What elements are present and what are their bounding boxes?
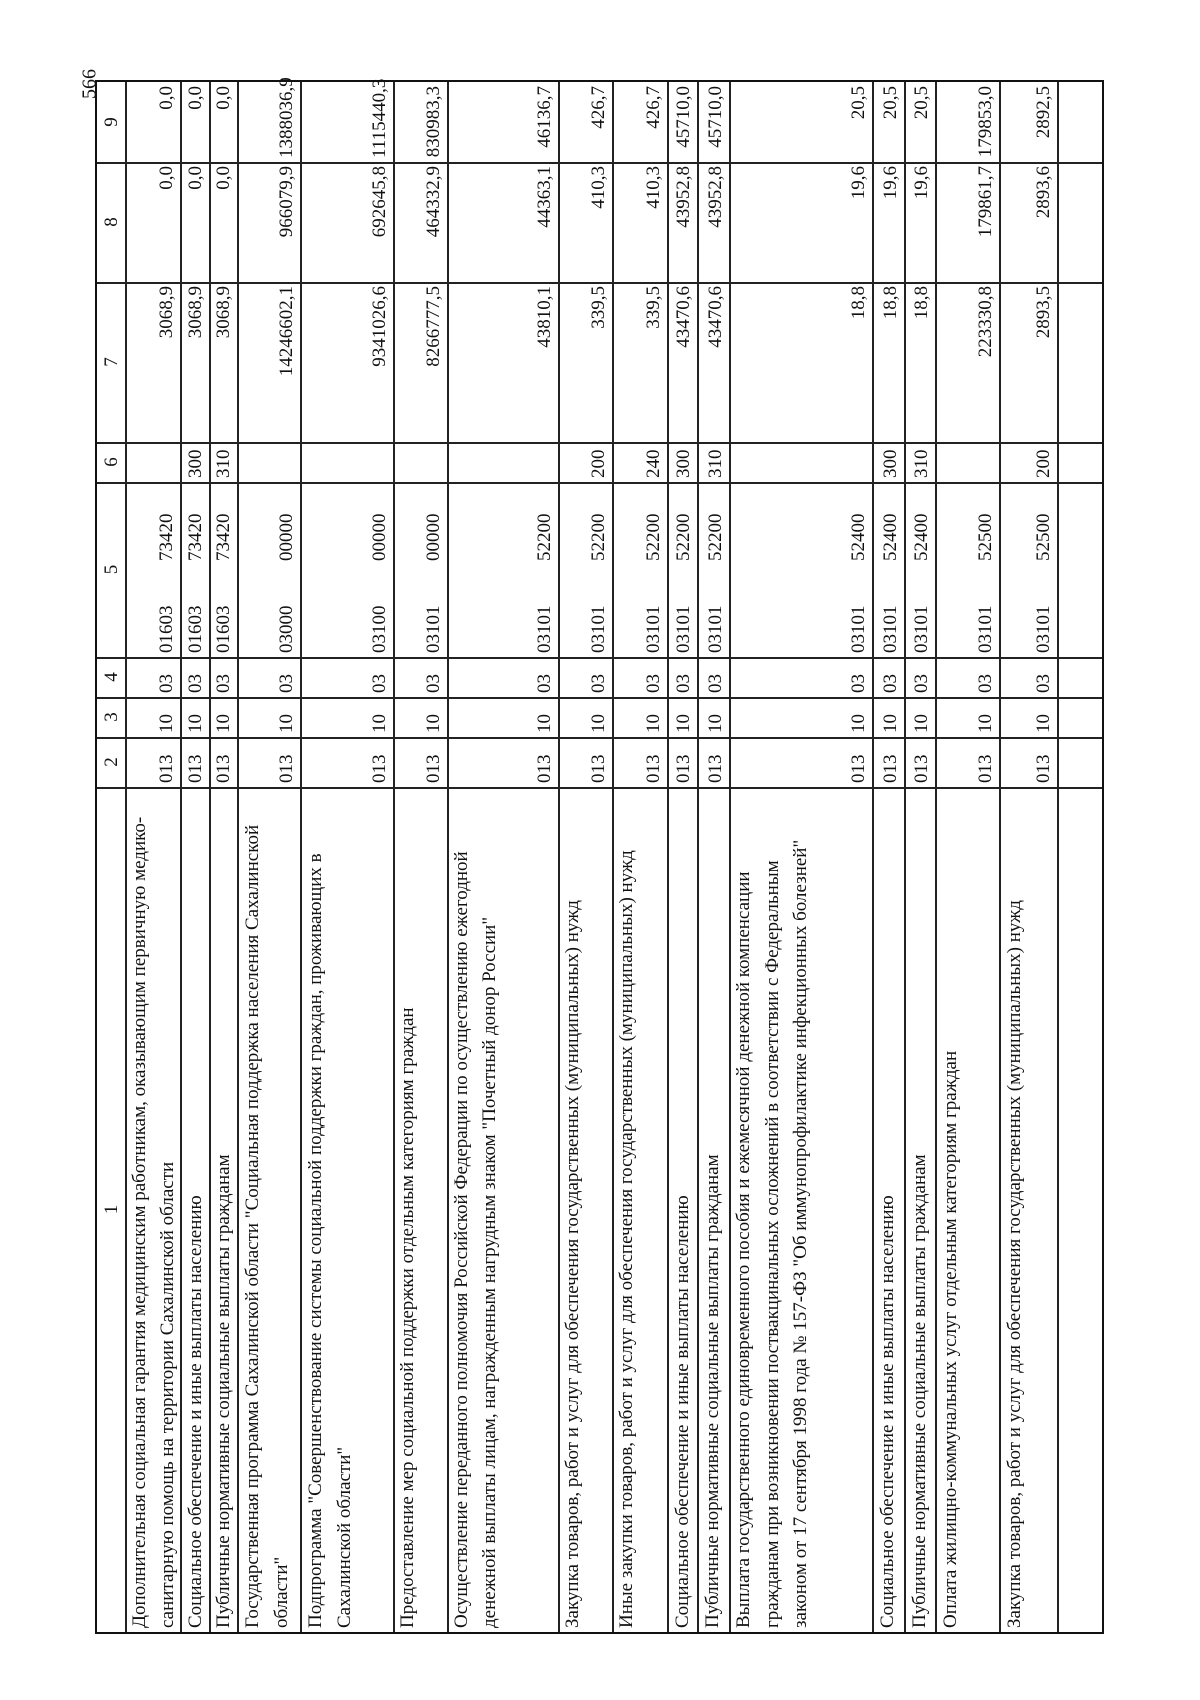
cell-c7: 3068,9 <box>213 286 234 339</box>
cell-c2: 013 <box>911 754 932 783</box>
column-header-2: 2 <box>101 757 122 767</box>
cell-c3: 10 <box>423 714 444 733</box>
cell-c2: 013 <box>534 754 555 783</box>
cell-c5-code-b: 00000 <box>423 513 444 561</box>
cell-c4: 03 <box>705 674 726 693</box>
row-description: Осуществление переданного полномочия Российской Федерации по осуществлению ежегодной денежной выплаты лицам, награжденным нагрудным знаком "Почетный донор России" <box>451 851 500 1628</box>
cell-c5-code-a: 03101 <box>975 605 996 653</box>
cell-c8: 410,3 <box>588 166 609 209</box>
cell-c5-code-b: 73420 <box>156 513 177 561</box>
cell-c5-code-a: 03101 <box>848 605 869 653</box>
cell-c9: 45710,0 <box>705 86 726 148</box>
cell-c6: 200 <box>1033 449 1054 478</box>
cell-c8: 19,6 <box>848 166 869 200</box>
cell-c7: 18,8 <box>880 286 901 320</box>
cell-c3: 10 <box>276 714 297 733</box>
cell-c7: 43470,6 <box>673 286 694 348</box>
cell-c3: 10 <box>705 714 726 733</box>
column-header-9: 9 <box>101 117 122 127</box>
cell-c9: 1115440,3 <box>369 78 390 158</box>
cell-c4: 03 <box>156 674 177 693</box>
cell-c5-code-a: 03101 <box>588 605 609 653</box>
cell-c5-code-b: 52500 <box>975 513 996 561</box>
row-description: Государственная программа Сахалинской области "Социальная поддержка населения Сахалинской области" <box>242 824 292 1628</box>
row-description: Публичные нормативные социальные выплаты гражданам <box>213 1154 234 1628</box>
row-description: Социальное обеспечение и иные выплаты населению <box>185 1195 206 1628</box>
cell-c8: 0,0 <box>185 166 206 190</box>
cell-c2: 013 <box>975 754 996 783</box>
cell-c7: 43470,6 <box>705 286 726 348</box>
cell-c9: 1388036,9 <box>276 77 297 158</box>
column-header-6: 6 <box>101 457 122 467</box>
cell-c4: 03 <box>848 674 869 693</box>
cell-c9: 46136,7 <box>534 86 555 148</box>
cell-c8: 19,6 <box>911 166 932 200</box>
column-divider <box>97 657 1102 659</box>
cell-c2: 013 <box>276 754 297 783</box>
cell-c6: 300 <box>673 449 694 478</box>
cell-c3: 10 <box>880 714 901 733</box>
cell-c4: 03 <box>880 674 901 693</box>
row-description: Закупка товаров, работ и услуг для обеспечения государственных (муниципальных) нужд <box>1004 900 1025 1628</box>
cell-c9: 426,7 <box>643 86 664 129</box>
row-description: Социальное обеспечение и иные выплаты населению <box>877 1195 898 1628</box>
cell-c4: 03 <box>588 674 609 693</box>
cell-c3: 10 <box>848 714 869 733</box>
column-header-1: 1 <box>101 1204 122 1215</box>
cell-c3: 10 <box>185 714 206 733</box>
cell-c2: 013 <box>1033 754 1054 783</box>
column-divider <box>97 162 1102 164</box>
cell-c6: 300 <box>185 449 206 478</box>
cell-c9: 2892,5 <box>1033 86 1054 139</box>
cell-c3: 10 <box>975 714 996 733</box>
cell-c4: 03 <box>213 674 234 693</box>
cell-c5-code-b: 00000 <box>369 513 390 561</box>
cell-c5-code-b: 52200 <box>643 513 664 561</box>
cell-c7: 8266777,5 <box>423 286 444 367</box>
cell-c3: 10 <box>643 714 664 733</box>
cell-c8: 2893,6 <box>1033 166 1054 219</box>
cell-c7: 18,8 <box>911 286 932 320</box>
row-description: Публичные нормативные социальные выплаты гражданам <box>909 1154 930 1628</box>
cell-c5-code-b: 52200 <box>588 513 609 561</box>
cell-c7: 223330,8 <box>975 286 996 358</box>
cell-c4: 03 <box>673 674 694 693</box>
row-description: Выплата государственного единовременного пособия и ежемесячной денежной компенсации гражданам при возникновении поствакцинальных осложнений в соответствии с Федеральным законом от 17 сентября 1998 года № 157-ФЗ "Об иммунопрофилактике инфекционных болезней" <box>733 839 812 1628</box>
cell-c5-code-a: 01603 <box>213 605 234 653</box>
cell-c5-code-a: 03000 <box>276 605 297 653</box>
cell-c3: 10 <box>588 714 609 733</box>
row-description: Оплата жилищно-коммунальных услуг отдельным категориям граждан <box>940 1050 961 1628</box>
cell-c9: 0,0 <box>213 86 234 110</box>
cell-c5-code-b: 52400 <box>911 513 932 561</box>
cell-c5-code-a: 03101 <box>1033 605 1054 653</box>
row-description: Иные закупки товаров, работ и услуг для обеспечения государственных (муниципальных) нужд <box>616 850 637 1628</box>
cell-c5-code-a: 03101 <box>880 605 901 653</box>
cell-c9: 830983,3 <box>423 86 444 158</box>
cell-c5-code-a: 01603 <box>156 605 177 653</box>
row-divider <box>1057 82 1059 1632</box>
cell-c8: 179861,7 <box>975 166 996 238</box>
cell-c9: 179853,0 <box>975 86 996 158</box>
cell-c2: 013 <box>643 754 664 783</box>
cell-c9: 20,5 <box>880 86 901 120</box>
cell-c5-code-b: 00000 <box>276 513 297 561</box>
cell-c8: 43952,8 <box>705 166 726 228</box>
cell-c8: 464332,9 <box>423 166 444 238</box>
cell-c5-code-a: 03101 <box>705 605 726 653</box>
cell-c2: 013 <box>213 754 234 783</box>
cell-c8: 410,3 <box>643 166 664 209</box>
cell-c5-code-b: 52200 <box>705 513 726 561</box>
cell-c5-code-a: 03100 <box>369 605 390 653</box>
cell-c5-code-b: 73420 <box>185 513 206 561</box>
cell-c4: 03 <box>643 674 664 693</box>
cell-c3: 10 <box>673 714 694 733</box>
cell-c2: 013 <box>705 754 726 783</box>
cell-c5-code-b: 52500 <box>1033 513 1054 561</box>
cell-c5-code-a: 03101 <box>643 605 664 653</box>
cell-c2: 013 <box>848 754 869 783</box>
column-header-5: 5 <box>101 564 122 575</box>
column-header-4: 4 <box>101 672 122 682</box>
cell-c8: 966079,9 <box>276 166 297 238</box>
row-description: Социальное обеспечение и иные выплаты населению <box>672 1195 693 1628</box>
cell-c5-code-b: 73420 <box>213 513 234 561</box>
cell-c3: 10 <box>213 714 234 733</box>
cell-c2: 013 <box>673 754 694 783</box>
cell-c9: 0,0 <box>156 86 177 110</box>
cell-c8: 43952,8 <box>673 166 694 228</box>
cell-c6: 240 <box>643 449 664 478</box>
cell-c3: 10 <box>156 714 177 733</box>
row-description: Подпрограмма "Совершенствование системы социальной поддержки граждан, проживающих в Сахалинской области" <box>305 853 355 1628</box>
cell-c7: 43810,1 <box>534 286 555 348</box>
cell-c7: 9341026,6 <box>369 286 390 367</box>
page-number-text: 566 <box>78 69 101 99</box>
cell-c6: 300 <box>880 449 901 478</box>
column-divider <box>97 697 1102 699</box>
cell-c4: 03 <box>534 674 555 693</box>
cell-c7: 14246602,1 <box>276 286 297 377</box>
cell-c4: 03 <box>276 674 297 693</box>
row-description: Публичные нормативные социальные выплаты гражданам <box>702 1154 723 1628</box>
column-divider <box>97 737 1102 739</box>
budget-table <box>95 77 1104 1634</box>
cell-c7: 2893,5 <box>1033 286 1054 339</box>
cell-c8: 19,6 <box>880 166 901 200</box>
cell-c5-code-b: 52200 <box>534 513 555 561</box>
cell-c3: 10 <box>911 714 932 733</box>
cell-c8: 0,0 <box>156 166 177 190</box>
cell-c2: 013 <box>185 754 206 783</box>
cell-c6: 200 <box>588 449 609 478</box>
cell-c9: 426,7 <box>588 86 609 129</box>
cell-c3: 10 <box>1033 714 1054 733</box>
cell-c5-code-a: 03101 <box>534 605 555 653</box>
row-description: Дополнительная социальная гарантия медицинским работникам, оказывающим первичную медико-санитарную помощь на территории Сахалинской области <box>129 816 178 1628</box>
cell-c7: 339,5 <box>643 286 664 329</box>
column-divider <box>97 442 1102 444</box>
column-header-8: 8 <box>101 217 122 227</box>
cell-c5-code-a: 01603 <box>185 605 206 653</box>
cell-c2: 013 <box>588 754 609 783</box>
cell-c2: 013 <box>423 754 444 783</box>
column-divider <box>97 282 1102 284</box>
cell-c2: 013 <box>369 754 390 783</box>
cell-c7: 339,5 <box>588 286 609 329</box>
cell-c7: 3068,9 <box>185 286 206 339</box>
cell-c5-code-b: 52400 <box>880 513 901 561</box>
column-divider <box>97 787 1102 789</box>
cell-c8: 44363,1 <box>534 166 555 228</box>
row-description: Предоставление мер социальной поддержки отдельным категориям граждан <box>397 1007 418 1628</box>
cell-c5-code-a: 03101 <box>673 605 694 653</box>
cell-c7: 18,8 <box>848 286 869 320</box>
cell-c9: 20,5 <box>911 86 932 120</box>
cell-c5-code-a: 03101 <box>423 605 444 653</box>
cell-c9: 0,0 <box>185 86 206 110</box>
cell-c5-code-a: 03101 <box>911 605 932 653</box>
cell-c4: 03 <box>1033 674 1054 693</box>
cell-c2: 013 <box>880 754 901 783</box>
cell-c6: 310 <box>911 449 932 478</box>
cell-c3: 10 <box>369 714 390 733</box>
row-description: Закупка товаров, работ и услуг для обеспечения государственных (муниципальных) нужд <box>562 900 583 1628</box>
cell-c7: 3068,9 <box>156 286 177 339</box>
cell-c4: 03 <box>911 674 932 693</box>
cell-c5-code-b: 52200 <box>673 513 694 561</box>
cell-c9: 45710,0 <box>673 86 694 148</box>
cell-c6: 310 <box>705 449 726 478</box>
cell-c8: 692645,8 <box>369 166 390 238</box>
cell-c5-code-b: 52400 <box>848 513 869 561</box>
cell-c4: 03 <box>369 674 390 693</box>
column-header-7: 7 <box>101 357 122 367</box>
cell-c4: 03 <box>975 674 996 693</box>
column-divider <box>97 482 1102 484</box>
cell-c4: 03 <box>423 674 444 693</box>
cell-c6: 310 <box>213 449 234 478</box>
cell-c3: 10 <box>534 714 555 733</box>
cell-c2: 013 <box>156 754 177 783</box>
cell-c8: 0,0 <box>213 166 234 190</box>
column-header-3: 3 <box>101 712 122 722</box>
cell-c9: 20,5 <box>848 86 869 120</box>
cell-c4: 03 <box>185 674 206 693</box>
